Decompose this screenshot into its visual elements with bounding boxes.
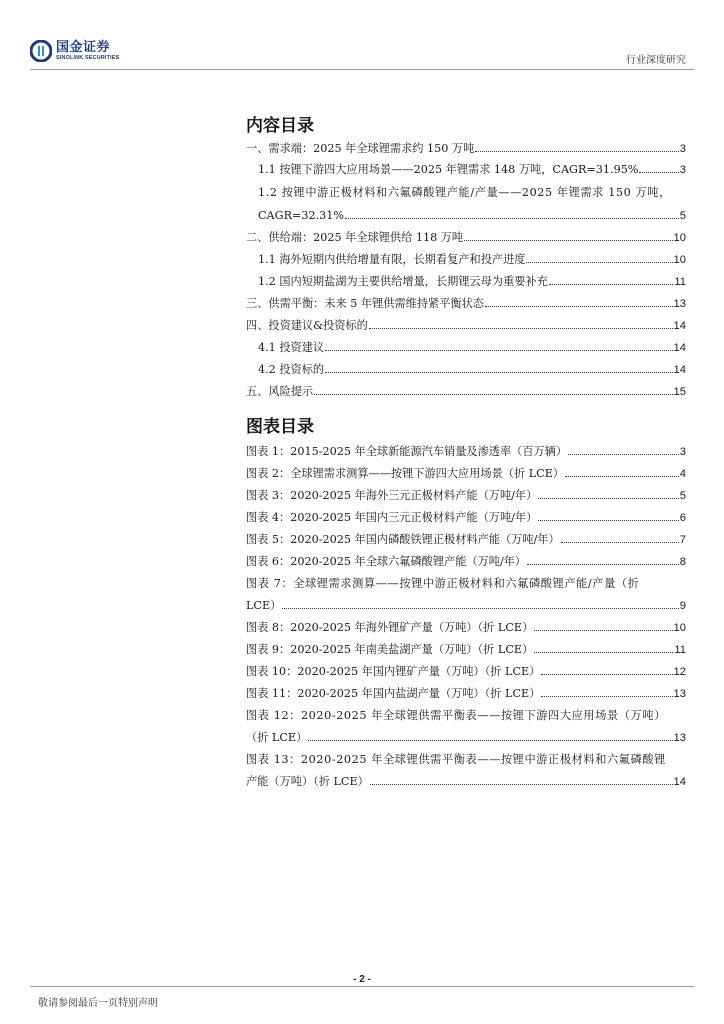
dot-leader — [541, 696, 672, 697]
figure-entry-text: 图表 9：2020-2025 年南美盐湖产量（万吨）（折 LCE） — [246, 643, 534, 656]
figure-entry-text-continued: 产能（万吨）（折 LCE） — [246, 775, 369, 788]
toc-entry-continued[interactable] — [246, 204, 686, 227]
toc-entry[interactable] — [246, 226, 686, 249]
dot-leader — [325, 350, 672, 351]
figure-entry[interactable] — [246, 572, 686, 595]
figure-entry-page: 12 — [673, 666, 686, 678]
toc-entry-text: 1.2 按锂中游正极材料和六氟磷酸锂产能/产量——2025 年锂需求 150 万吨， — [258, 186, 671, 199]
dot-leader — [308, 740, 672, 741]
figure-entry-continued[interactable] — [246, 726, 686, 749]
figure-entry[interactable] — [246, 440, 686, 463]
toc-entry[interactable] — [246, 380, 686, 403]
toc-entry-text: 三、供需平衡：未来 5 年锂供需维持紧平衡状态 — [246, 297, 484, 310]
figure-entry-continued[interactable] — [246, 770, 686, 793]
logo-cn-text: 国金证券 — [56, 39, 111, 55]
figure-entry-text: 图表 3：2020-2025 年海外三元正极材料产能（万吨/年） — [246, 489, 538, 502]
dot-leader — [526, 262, 672, 263]
figure-entry-text-continued: LCE） — [246, 599, 282, 612]
toc-entry[interactable] — [246, 358, 686, 381]
toc-entry-page: 11 — [674, 276, 686, 288]
figure-entry-text: 图表 13：2020-2025 年全球锂供需平衡表——按锂中游正极材料和六氟磷酸锂 — [246, 753, 666, 766]
dot-leader — [538, 520, 678, 521]
figure-entry-page: 11 — [674, 644, 686, 656]
footer-divider — [30, 986, 694, 987]
toc-entry-text: 一、需求端：2025 年全球锂需求约 150 万吨 — [246, 142, 475, 155]
dot-leader — [565, 476, 679, 477]
toc-entry-text: 二、供给端：2025 年全球锂供给 118 万吨 — [246, 231, 464, 244]
figures-toc — [246, 412, 686, 438]
dot-leader — [464, 240, 672, 241]
figure-entry[interactable] — [246, 616, 686, 639]
figure-entry-page: 7 — [679, 534, 686, 546]
toc-entry-page: 10 — [673, 254, 686, 266]
figure-entry-text: 图表 4：2020-2025 年国内三元正极材料产能（万吨/年） — [246, 511, 538, 524]
page-number: - 2 - — [353, 974, 371, 985]
figure-entry-page: 8 — [679, 556, 686, 568]
figure-entry[interactable] — [246, 748, 686, 771]
toc-entry-page: 14 — [673, 320, 686, 332]
figure-entry[interactable] — [246, 550, 686, 573]
figure-entry[interactable] — [246, 638, 686, 661]
figure-entry-text: 图表 10：2020-2025 年国内锂矿产量（万吨）（折 LCE） — [246, 665, 541, 678]
disclaimer-note: 敬请参阅最后一页特别声明 — [38, 998, 158, 1009]
dot-leader — [534, 630, 672, 631]
dot-leader — [345, 218, 679, 219]
figure-entry-continued[interactable] — [246, 594, 686, 617]
sinolink-logo-icon — [30, 40, 52, 62]
toc-entry-page: 3 — [679, 143, 686, 155]
figure-entry[interactable] — [246, 704, 686, 727]
toc-entry-page: 10 — [673, 232, 686, 244]
dot-leader — [538, 498, 678, 499]
figure-entry-page: 4 — [679, 468, 686, 480]
figure-entry-page: 14 — [673, 776, 686, 788]
toc-entry[interactable] — [246, 158, 686, 181]
figure-entry[interactable] — [246, 484, 686, 507]
figure-entry-text: 图表 8：2020-2025 年海外锂矿产量（万吨）（折 LCE） — [246, 621, 534, 634]
toc-entry-page: 14 — [673, 342, 686, 354]
toc-entry[interactable] — [246, 292, 686, 315]
toc-entry-text-continued: CAGR=32.31% — [258, 209, 345, 222]
logo-en-text: SINOLINK SECURITIES — [56, 54, 120, 61]
contents-toc — [246, 111, 686, 137]
figure-entry-page: 9 — [679, 600, 686, 612]
figure-entry[interactable] — [246, 660, 686, 683]
dot-leader — [314, 394, 672, 395]
toc-entry[interactable] — [246, 270, 686, 293]
toc-entry-text: 五、风险提示 — [246, 385, 314, 398]
dot-leader — [568, 454, 679, 455]
dot-leader — [561, 542, 679, 543]
toc-entry[interactable] — [246, 248, 686, 271]
toc-entry[interactable] — [246, 336, 686, 359]
dot-leader — [370, 784, 673, 785]
dot-leader — [549, 284, 674, 285]
toc-entry-page: 3 — [679, 164, 686, 176]
figure-entry-page: 10 — [673, 622, 686, 634]
dot-leader — [475, 151, 678, 152]
figure-entry-page: 5 — [679, 490, 686, 502]
toc-entry-text: 1.1 按锂下游四大应用场景——2025 年锂需求 148 万吨，CAGR=31.95% — [258, 163, 639, 176]
figure-entry-page: 3 — [679, 446, 686, 458]
toc-entry-text: 1.2 国内短期盐湖为主要供给增量，长期锂云母为重要补充 — [258, 275, 548, 288]
toc-entry[interactable] — [246, 314, 686, 337]
toc-entry[interactable] — [246, 181, 686, 204]
figure-entry-page: 13 — [673, 688, 686, 700]
report-type: 行业深度研究 — [626, 55, 686, 66]
dot-leader — [639, 172, 678, 173]
figure-entry[interactable] — [246, 682, 686, 705]
dot-leader — [541, 674, 672, 675]
figure-entry-text-continued: （折 LCE） — [246, 731, 308, 744]
figure-entry[interactable] — [246, 528, 686, 551]
figure-entry[interactable] — [246, 506, 686, 529]
toc-entry-page: 13 — [673, 298, 686, 310]
figure-entry-text: 图表 6：2020-2025 年全球六氟磷酸锂产能（万吨/年） — [246, 555, 527, 568]
figure-entry-text: 图表 2：全球锂需求测算——按锂下游四大应用场景（折 LCE） — [246, 467, 565, 480]
figure-entry-page: 13 — [673, 732, 686, 744]
figure-entry-page: 6 — [679, 512, 686, 524]
dot-leader — [325, 372, 672, 373]
figure-entry-text: 图表 7：全球锂需求测算——按锂中游正极材料和六氟磷酸锂产能/产量（折 — [246, 577, 640, 590]
header-divider — [30, 69, 694, 70]
page-header — [30, 38, 694, 68]
dot-leader — [527, 564, 679, 565]
toc-entry-page: 15 — [673, 386, 686, 398]
figure-entry-text: 图表 12：2020-2025 年全球锂供需平衡表——按锂下游四大应用场景（万吨） — [246, 709, 666, 722]
figure-entry-text: 图表 11：2020-2025 年国内盐湖产量（万吨）（折 LCE） — [246, 687, 541, 700]
figure-entry[interactable] — [246, 462, 686, 485]
dot-leader — [534, 652, 673, 653]
contents-title: 内容目录 — [246, 116, 314, 136]
figure-entry-text: 图表 5：2020-2025 年国内磷酸铁锂正极材料产能（万吨/年） — [246, 533, 560, 546]
figures-title: 图表目录 — [246, 417, 314, 437]
toc-entry-page: 14 — [673, 364, 686, 376]
figure-entry-text: 图表 1：2015-2025 年全球新能源汽车销量及渗透率（百万辆） — [246, 445, 568, 458]
company-logo — [30, 40, 119, 62]
toc-entry-page: 5 — [679, 210, 686, 222]
toc-entry-text: 4.1 投资建议 — [258, 341, 325, 354]
toc-entry-text: 四、投资建议&投资标的 — [246, 319, 368, 332]
dot-leader — [369, 328, 673, 329]
toc-entry[interactable] — [246, 137, 686, 160]
toc-entry-text: 4.2 投资标的 — [258, 363, 325, 376]
toc-entry-text: 1.1 海外短期内供给增量有限，长期看复产和投产进度 — [258, 253, 526, 266]
dot-leader — [485, 306, 673, 307]
dot-leader — [282, 608, 678, 609]
